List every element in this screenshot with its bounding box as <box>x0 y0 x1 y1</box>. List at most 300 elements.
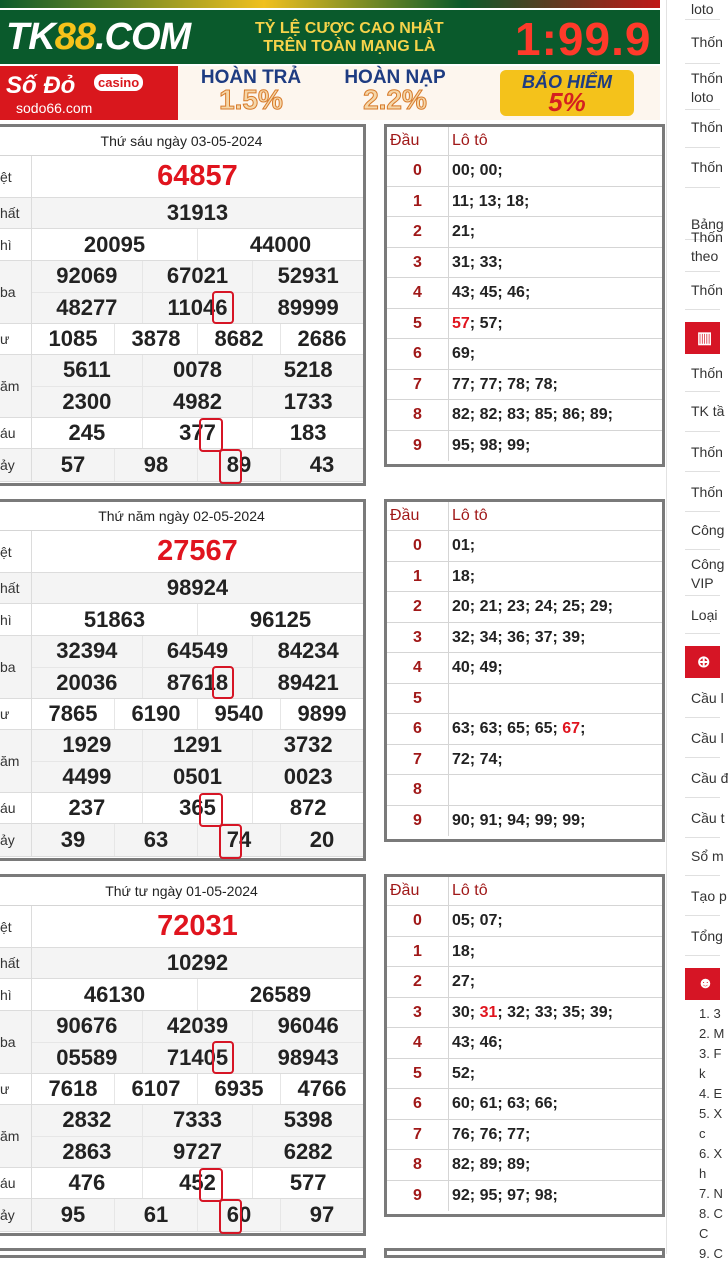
prize-number: 52931 <box>252 261 363 292</box>
prize-line <box>32 1136 363 1168</box>
loto-head-digit: 2 <box>387 217 449 247</box>
loto-row <box>387 1181 662 1212</box>
loto-values <box>449 684 452 714</box>
sidebar-link-label: Loại <box>691 607 718 623</box>
loto-row <box>387 653 662 684</box>
loto-values <box>449 1059 475 1089</box>
prize-number: 46130 <box>83 981 146 1007</box>
prize-number: 5398 <box>252 1105 363 1136</box>
loto-rest: 18; <box>452 942 476 960</box>
loto-row <box>387 967 662 998</box>
prize-numbers <box>32 1168 363 1198</box>
prize-line <box>32 1199 363 1231</box>
prize-number: 60 <box>197 1199 280 1231</box>
loto-rest: 32; 34; 36; 37; 39; <box>452 628 586 646</box>
prize-line <box>32 906 363 947</box>
loto-row <box>387 370 662 401</box>
prize-line <box>32 573 363 603</box>
users-icon: ☻ <box>697 975 714 992</box>
prize-number: 20036 <box>56 669 118 695</box>
prize-number: 61 <box>114 1199 197 1231</box>
prize-label: hất <box>0 573 32 603</box>
loto-head-digit: 8 <box>387 775 449 805</box>
loto-rest: 21; <box>452 223 476 240</box>
highlight-box <box>199 793 223 827</box>
list-item[interactable]: h <box>699 1166 707 1181</box>
list-item[interactable]: C <box>699 1226 709 1241</box>
prize-number: 90676 <box>56 1013 118 1039</box>
prize-numbers <box>32 979 363 1010</box>
sidebar-link[interactable] <box>685 918 723 956</box>
sidebar-link-label: Thốn <box>691 484 723 500</box>
loto-values <box>449 400 613 430</box>
loto-values <box>449 623 585 653</box>
loto-values-col: Lô tô <box>452 882 488 899</box>
prize-number: 7865 <box>48 701 98 726</box>
list-item[interactable]: 5. X <box>699 1106 723 1121</box>
special-prize-number: 72031 <box>157 910 238 942</box>
sidebar-link-label: Cầu l <box>691 730 724 746</box>
loto-row <box>387 623 662 654</box>
prize-number: 6282 <box>252 1137 363 1168</box>
loto-head-col: Đầu <box>387 502 449 530</box>
prize-numbers <box>32 531 363 572</box>
special-prize-number: 27567 <box>157 535 238 567</box>
prize-number: 8682 <box>197 324 280 354</box>
sidebar-link[interactable] <box>685 148 723 188</box>
prize-row-first <box>0 198 363 229</box>
prize-numbers <box>32 824 363 856</box>
loto-rest: 60; 61; 63; 66; <box>452 1095 558 1112</box>
sidebar-link-label-2: loto <box>691 88 714 105</box>
loto-values <box>449 937 475 967</box>
loto-values <box>449 1120 530 1150</box>
sidebar-link[interactable] <box>685 760 728 798</box>
prize-row-first <box>0 573 363 604</box>
sidebar-link-label: Thốn <box>691 282 723 298</box>
prize-number: 6107 <box>114 1074 197 1104</box>
prize-number: 7333 <box>142 1105 253 1136</box>
prize-number: 7618 <box>48 1076 98 1101</box>
list-item[interactable]: 2. M <box>699 1026 725 1041</box>
sodo-refund: HOÀN TRẢ 1.5% <box>200 67 302 115</box>
loto-pre: 63; 63; 65; 65; <box>452 720 563 737</box>
list-item[interactable]: c <box>699 1126 706 1141</box>
prize-number: 2300 <box>62 388 112 414</box>
loto-head-digit: 1 <box>387 187 449 217</box>
prize-number: 84234 <box>252 636 363 667</box>
right-sidebar <box>685 0 728 1261</box>
loto-row <box>387 531 662 562</box>
prize-label: ảy <box>0 1199 32 1231</box>
sidebar-link[interactable] <box>685 356 723 392</box>
prize-label: ăm <box>0 1105 32 1167</box>
sidebar-link[interactable] <box>685 878 727 916</box>
column-divider <box>666 0 667 1254</box>
result-panel <box>0 874 366 1236</box>
sidebar-link-label: Thốn <box>691 34 723 50</box>
loto-row <box>387 339 662 370</box>
prize-number: 97 <box>280 1199 363 1231</box>
prize-row-fifth <box>0 1105 363 1168</box>
loto-header <box>387 502 662 531</box>
prize-row-third <box>0 261 363 324</box>
loto-head-digit: 8 <box>387 400 449 430</box>
loto-values <box>449 370 558 400</box>
loto-values-col: Lô tô <box>452 132 488 149</box>
prize-label: áu <box>0 793 32 823</box>
prize-line <box>32 979 363 1010</box>
loto-values <box>449 906 503 936</box>
sidebar-link[interactable] <box>685 800 725 838</box>
tk88-ad-banner[interactable] <box>0 10 660 64</box>
loto-rest: 76; 76; 77; <box>452 1125 531 1143</box>
sidebar-link[interactable] <box>685 680 724 718</box>
loto-head-col: Đầu <box>387 877 449 905</box>
loto-head-digit: 1 <box>387 937 449 967</box>
prize-line <box>32 261 363 292</box>
prize-number: 183 <box>252 418 363 448</box>
prize-number: 57 <box>60 452 86 477</box>
prize-numbers <box>32 948 363 978</box>
loto-row <box>387 775 662 806</box>
list-item[interactable]: 1. 3 <box>699 1006 721 1021</box>
loto-row <box>387 1059 662 1090</box>
loto-head-digit: 6 <box>387 714 449 744</box>
prize-row-third <box>0 1011 363 1074</box>
list-item[interactable]: 4. E <box>699 1086 723 1101</box>
list-item[interactable]: 3. F <box>699 1046 722 1061</box>
loto-values <box>449 592 613 622</box>
list-item[interactable]: 8. C <box>699 1206 723 1221</box>
result-panel <box>0 124 366 486</box>
highlight-box <box>212 291 234 324</box>
prize-row-first <box>0 948 363 979</box>
loto-head-digit: 0 <box>387 531 449 561</box>
prize-line <box>32 636 363 667</box>
prize-line <box>32 324 363 354</box>
prize-line <box>32 355 363 386</box>
sidebar-link[interactable] <box>685 838 724 876</box>
prize-number: 87618 <box>142 668 253 699</box>
loto-rest: 43; 46; <box>452 1034 503 1051</box>
prize-number: 377 <box>142 418 253 448</box>
loto-head-digit: 4 <box>387 653 449 683</box>
loto-row <box>387 278 662 309</box>
highlight-box <box>199 418 223 452</box>
loto-row <box>387 217 662 248</box>
prize-line <box>32 229 363 260</box>
list-item[interactable]: 6. X <box>699 1146 723 1161</box>
sidebar-link-label: Bảng <box>691 216 724 232</box>
prize-numbers <box>32 418 363 448</box>
sidebar-link[interactable] <box>685 598 720 634</box>
prize-line <box>32 948 363 978</box>
list-item[interactable]: 9. C <box>699 1246 723 1261</box>
prize-line <box>32 1074 363 1104</box>
loto-head-digit: 5 <box>387 684 449 714</box>
prize-row-seventh <box>0 449 363 482</box>
sidebar-link[interactable] <box>685 512 725 550</box>
prize-number: 63 <box>114 824 197 856</box>
loto-rest: 18; <box>452 567 476 585</box>
sidebar-link[interactable] <box>685 22 723 64</box>
result-panel-partial <box>0 1248 366 1258</box>
loto-values <box>449 714 585 744</box>
loto-values <box>449 562 475 592</box>
sidebar-section-header <box>685 968 720 1000</box>
prize-row-third <box>0 636 363 699</box>
loto-head-digit: 5 <box>387 309 449 339</box>
prize-number: 4982 <box>142 387 253 418</box>
tk88-logo: TK88.COM <box>6 16 191 58</box>
sidebar-link-label: Thốn <box>691 444 723 460</box>
prize-number: 5611 <box>62 357 111 383</box>
loto-head-digit: 3 <box>387 248 449 278</box>
prize-numbers <box>32 906 363 947</box>
loto-header <box>387 877 662 906</box>
sidebar-link-label-2: VIP <box>691 574 714 591</box>
prize-row-sixth <box>0 418 363 449</box>
loto-rest: 82; 82; 83; 85; 86; 89; <box>452 406 613 423</box>
sidebar-link[interactable] <box>685 552 725 596</box>
prize-line <box>32 449 363 481</box>
loto-table <box>384 499 665 842</box>
prize-label: hất <box>0 198 32 228</box>
loto-values <box>449 653 503 683</box>
loto-rest: 77; 77; 78; 78; <box>452 375 558 393</box>
prize-number: 20095 <box>83 231 146 257</box>
sidebar-link-label: TK tầ <box>691 403 725 419</box>
sodo-logo: Số Đỏ casino sodo66.com <box>0 66 178 120</box>
prize-line <box>32 1168 363 1198</box>
sidebar-link[interactable] <box>685 0 720 20</box>
prize-number: 10292 <box>166 950 229 975</box>
loto-values <box>449 775 452 805</box>
sidebar-link[interactable] <box>685 272 723 310</box>
loto-head-col: Đầu <box>387 127 449 155</box>
draw-date: Thứ năm ngày 02-05-2024 <box>0 502 363 531</box>
prize-label: hì <box>0 604 32 635</box>
list-item[interactable]: k <box>699 1066 706 1081</box>
loto-values <box>449 431 530 462</box>
prize-line <box>32 604 363 635</box>
loto-rest: 72; 74; <box>452 750 503 768</box>
top-ad-strip[interactable] <box>0 0 660 8</box>
sidebar-link-label: Sổ m <box>691 848 724 864</box>
loto-rest: 11; 13; 18; <box>452 192 530 210</box>
sidebar-link-label: Tổng <box>691 928 723 944</box>
prize-number: 1085 <box>48 326 98 351</box>
prize-line <box>32 418 363 448</box>
sidebar-link-label: Thốn <box>691 159 723 175</box>
loto-head-digit: 2 <box>387 592 449 622</box>
loto-rest: 31; 33; <box>452 253 503 271</box>
loto-head-digit: 7 <box>387 1120 449 1150</box>
prize-number: 39 <box>60 827 86 852</box>
prize-number: 95 <box>60 1202 86 1227</box>
loto-values <box>449 339 475 369</box>
sidebar-link[interactable] <box>685 474 723 512</box>
prize-line <box>32 824 363 856</box>
prize-row-second <box>0 979 363 1011</box>
loto-header <box>387 127 662 156</box>
prize-row-seventh <box>0 1199 363 1232</box>
prize-number: 96046 <box>252 1011 363 1042</box>
prize-numbers <box>32 324 363 354</box>
prize-number: 98924 <box>166 575 229 600</box>
prize-number: 365 <box>142 793 253 823</box>
loto-rest: 05; 07; <box>452 912 503 929</box>
loto-values <box>449 998 613 1028</box>
sidebar-section-header <box>685 322 720 354</box>
highlight-box <box>199 1168 223 1202</box>
loto-values <box>449 156 503 186</box>
highlight-box <box>212 1041 234 1074</box>
prize-number: 0501 <box>142 762 253 793</box>
prize-numbers <box>32 156 363 197</box>
loto-head-digit: 7 <box>387 370 449 400</box>
loto-values <box>449 278 530 308</box>
prize-number: 3732 <box>252 730 363 761</box>
prize-number: 11046 <box>142 293 253 324</box>
prize-row-second <box>0 229 363 261</box>
sidebar-link[interactable] <box>685 720 724 758</box>
prize-line <box>32 1011 363 1042</box>
prize-number: 0078 <box>142 355 253 386</box>
sidebar-link[interactable] <box>685 108 723 148</box>
loto-rest: ; 57; <box>469 314 503 332</box>
prize-numbers <box>32 699 363 729</box>
sidebar-link-label: Công <box>691 522 725 538</box>
loto-head-digit: 4 <box>387 278 449 308</box>
loto-head-digit: 9 <box>387 1181 449 1212</box>
prize-label: ệt <box>0 156 32 197</box>
sidebar-link-label: Thốn <box>691 228 723 245</box>
prize-row-fifth <box>0 730 363 793</box>
loto-pre: 30; <box>452 1003 480 1021</box>
loto-row <box>387 400 662 431</box>
sidebar-link-label: Công <box>691 555 725 572</box>
prize-number: 1929 <box>62 732 112 758</box>
loto-row <box>387 431 662 462</box>
prize-number: 98 <box>114 449 197 481</box>
prize-number: 9899 <box>280 699 363 729</box>
prize-label: áu <box>0 418 32 448</box>
loto-values <box>449 187 529 217</box>
prize-row-fourth <box>0 324 363 355</box>
prize-label: ba <box>0 1011 32 1073</box>
prize-line <box>32 699 363 729</box>
loto-rest: ; <box>580 720 586 737</box>
loto-row <box>387 156 662 187</box>
loto-row <box>387 1028 662 1059</box>
loto-values <box>449 745 503 775</box>
list-item[interactable]: 7. N <box>699 1186 723 1201</box>
loto-head-digit: 4 <box>387 1028 449 1058</box>
sodo-ad-banner[interactable] <box>0 66 660 120</box>
loto-head-digit: 9 <box>387 806 449 837</box>
prize-row-fourth <box>0 699 363 730</box>
prize-row-sixth <box>0 1168 363 1199</box>
loto-head-digit: 6 <box>387 339 449 369</box>
loto-head-digit: 2 <box>387 967 449 997</box>
prize-label: ba <box>0 261 32 323</box>
loto-row <box>387 309 662 340</box>
prize-line <box>32 667 363 699</box>
loto-head-digit: 6 <box>387 1089 449 1119</box>
loto-head-digit: 7 <box>387 745 449 775</box>
prize-number: 98943 <box>252 1043 363 1074</box>
sidebar-link-label: Thốn <box>691 119 723 135</box>
loto-hot-number: 67 <box>562 720 581 737</box>
loto-row <box>387 937 662 968</box>
loto-row <box>387 998 662 1029</box>
sidebar-ordered-list <box>685 1004 725 1264</box>
loto-row <box>387 1120 662 1151</box>
sidebar-section-header <box>685 646 720 678</box>
prize-label: áu <box>0 1168 32 1198</box>
prize-number: 237 <box>68 795 106 820</box>
draw-date: Thứ sáu ngày 03-05-2024 <box>0 127 363 156</box>
prize-row-second <box>0 604 363 636</box>
loto-rest: 82; 89; 89; <box>452 1156 531 1173</box>
loto-rest: 69; <box>452 345 476 362</box>
prize-number: 4766 <box>280 1074 363 1104</box>
prize-numbers <box>32 229 363 260</box>
prize-number: 67021 <box>142 261 253 292</box>
sidebar-link-label: Thốn <box>691 69 723 86</box>
loto-head-digit: 8 <box>387 1150 449 1180</box>
loto-rest: 52; <box>452 1064 476 1082</box>
loto-values <box>449 1181 558 1212</box>
prize-row-special <box>0 531 363 573</box>
loto-rest: 40; 49; <box>452 659 503 676</box>
prize-number: 452 <box>142 1168 253 1198</box>
loto-hot-number: 57 <box>452 314 470 332</box>
sidebar-link[interactable] <box>685 222 723 272</box>
prize-numbers <box>32 1199 363 1231</box>
prize-line <box>32 1042 363 1074</box>
highlight-box <box>219 824 242 859</box>
loto-values <box>449 531 475 561</box>
sidebar-link-label: Thốn <box>691 365 723 381</box>
prize-row-special <box>0 156 363 198</box>
prize-label: hì <box>0 979 32 1010</box>
prize-number: 872 <box>252 793 363 823</box>
prize-label: ư <box>0 1074 32 1104</box>
prize-number: 5218 <box>252 355 363 386</box>
sidebar-link[interactable] <box>685 434 723 472</box>
sidebar-link[interactable] <box>685 66 723 110</box>
loto-values-col: Lô tô <box>452 507 488 524</box>
prize-label: ư <box>0 324 32 354</box>
loto-row <box>387 1089 662 1120</box>
loto-head-digit: 0 <box>387 906 449 936</box>
loto-rest: 92; 95; 97; 98; <box>452 1186 558 1204</box>
loto-row <box>387 906 662 937</box>
prize-numbers <box>32 261 363 323</box>
highlight-box <box>219 1199 242 1234</box>
loto-row <box>387 806 662 837</box>
loto-row <box>387 745 662 776</box>
prize-number: 96125 <box>197 604 363 635</box>
prize-line <box>32 1105 363 1136</box>
prize-label: hì <box>0 229 32 260</box>
loto-rest: 95; 98; 99; <box>452 436 531 454</box>
sidebar-link[interactable] <box>685 392 725 432</box>
prize-label: ệt <box>0 531 32 572</box>
